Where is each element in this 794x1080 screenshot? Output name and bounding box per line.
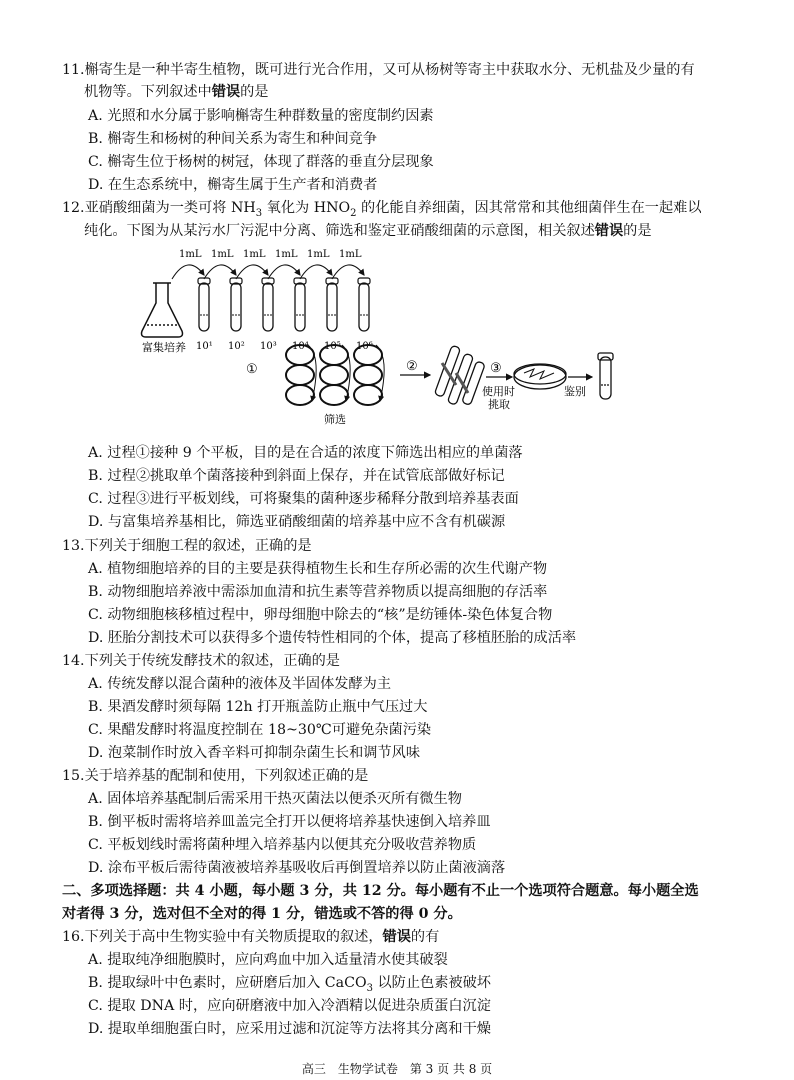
petri-plate xyxy=(354,365,382,385)
identify-label: 鉴别 xyxy=(564,385,586,398)
q13-stem: 13.下列关于细胞工程的叙述，正确的是 xyxy=(62,538,312,554)
q16-stem: 16.下列关于高中生物实验中有关物质提取的叙述，错误的有 xyxy=(62,929,440,945)
petri-plate xyxy=(320,365,348,385)
q11-option-d: D. 在生态系统中，槲寄生属于生产者和消费者 xyxy=(88,177,378,193)
transfer-arrow xyxy=(172,265,204,279)
transfer-arrow xyxy=(300,265,332,279)
isolation-diagram xyxy=(138,245,638,430)
transfer-arrow xyxy=(204,265,236,279)
step3-label-1: 使用时 xyxy=(482,385,515,398)
petri-plates xyxy=(286,345,384,405)
slant-tubes xyxy=(434,345,485,405)
q13-option-a: A. 植物细胞培养的目的主要是获得植物生长和生存所必需的次生代谢产物 xyxy=(88,561,548,577)
q14-option-b: B. 果酒发酵时须每隔 12h 打开瓶盖防止瓶中气压过大 xyxy=(88,699,428,715)
section2-heading-line1: 二、多项选择题：共 4 小题，每小题 3 分，共 12 分。每小题有不止一个选项符合题意。每小题全选 xyxy=(62,883,699,899)
dilution-tube xyxy=(326,278,338,331)
q11-stem-line1: 11.槲寄生是一种半寄生植物，既可进行光合作用，又可从杨树等寄主中获取水分、无机盐及少量的有 xyxy=(62,62,695,78)
dilution-label: 10³ xyxy=(260,341,277,352)
dilution-tube xyxy=(294,278,306,331)
dilution-label: 10² xyxy=(228,341,245,352)
transfer-volume-label: 1mL xyxy=(307,249,330,260)
q11-option-a: A. 光照和水分属于影响槲寄生种群数量的密度制约因素 xyxy=(88,108,434,124)
flask-label: 富集培养 xyxy=(142,341,186,354)
dilution-tube xyxy=(358,278,370,331)
transfer-arrow xyxy=(236,265,268,279)
q12-option-d: D. 与富集培养基相比，筛选亚硝酸细菌的培养基中应不含有机碳源 xyxy=(88,514,506,530)
q15-option-a: A. 固体培养基配制后需采用干热灭菌法以便杀灭所有微生物 xyxy=(88,791,462,807)
transfer-arrow xyxy=(268,265,300,279)
q13-option-d: D. 胚胎分割技术可以获得多个遗传特性相同的个体，提高了移植胚胎的成活率 xyxy=(88,630,577,646)
dilution-label: 10⁴ xyxy=(292,341,309,352)
screen-label: 筛选 xyxy=(324,413,346,426)
petri-plate xyxy=(286,365,314,385)
error-emphasis: 错误 xyxy=(211,84,241,100)
step3-marker: ③ xyxy=(490,361,502,376)
q12-stem-line1: 12.亚硝酸细菌为一类可将 $NH_3$ 氧化为 $HNO_2$ 的化能自养细菌，因其常常和其他细菌伴生在一起难以 xyxy=(62,200,702,219)
page-footer: 高三 生物学试卷 第 3 页 共 8 页 xyxy=(301,1062,493,1076)
transfer-volume-label: 1mL xyxy=(243,249,266,260)
transfer-volume-label: 1mL xyxy=(275,249,298,260)
transfer-arrow xyxy=(332,265,364,279)
q12-option-c: C. 过程③进行平板划线，可将聚集的菌种逐步稀释分散到培养基表面 xyxy=(88,491,519,507)
transfer-volume-label: 1mL xyxy=(179,249,202,260)
section2-heading-line2: 对者得 3 分，选对但不全对的得 1 分，错选或不答的得 0 分。 xyxy=(62,906,462,922)
q11-stem-line2: 机物等。下列叙述中错误的是 xyxy=(84,84,269,100)
q15-stem: 15.关于培养基的配制和使用，下列叙述正确的是 xyxy=(62,768,369,784)
dilution-tubes xyxy=(172,249,373,352)
q14-stem: 14.下列关于传统发酵技术的叙述，正确的是 xyxy=(62,653,340,669)
q16-option-d: D. 提取单细胞蛋白时，应采用过滤和沉淀等方法将其分离和干燥 xyxy=(88,1021,491,1037)
error-emphasis: 错误 xyxy=(382,929,411,945)
q16-option-a: A. 提取纯净细胞膜时，应向鸡血中加入适量清水使其破裂 xyxy=(88,952,448,968)
dilution-tube xyxy=(230,278,242,331)
q11-option-c: C. 槲寄生位于杨树的树冠，体现了群落的垂直分层现象 xyxy=(88,154,434,170)
q12-option-a: A. 过程①接种 9 个平板，目的是在合适的浓度下筛选出相应的单菌落 xyxy=(88,445,523,461)
enrichment-flask xyxy=(142,283,183,337)
q15-option-b: B. 倒平板时需将培养皿盖完全打开以便将培养基快速倒入培养皿 xyxy=(88,814,491,830)
inoculation-arrow xyxy=(342,345,350,401)
q11-option-b: B. 槲寄生和杨树的种间关系为寄生和种间竞争 xyxy=(88,131,378,147)
inoculation-arrow xyxy=(308,345,316,401)
q16-option-c: C. 提取 DNA 时，应向研磨液中加入冷酒精以促进杂质蛋白沉淀 xyxy=(88,998,491,1014)
error-emphasis: 错误 xyxy=(594,223,624,239)
petri-plate xyxy=(354,385,382,405)
q15-option-c: C. 平板划线时需将菌种埋入培养基内以便其充分吸收营养物质 xyxy=(88,837,477,853)
q14-option-c: C. 果醋发酵时将温度控制在 18~30℃可避免杂菌污染 xyxy=(88,722,432,738)
q16-option-b: B. 提取绿叶中色素时，应研磨后加入 CaCO$_3$ 以防止色素被破坏 xyxy=(88,975,491,994)
petri-plate xyxy=(286,385,314,405)
q15-option-d: D. 涂布平板后需待菌液被培养基吸收后再倒置培养以防止菌液滴落 xyxy=(88,860,506,876)
dilution-tube xyxy=(262,278,274,331)
identify-tube xyxy=(598,353,613,399)
q13-option-b: B. 动物细胞培养液中需添加血清和抗生素等营养物质以提高细胞的存活率 xyxy=(88,584,548,600)
q14-option-a: A. 传统发酵以混合菌种的液体及半固体发酵为主 xyxy=(88,676,392,692)
dilution-label: 10¹ xyxy=(196,341,213,352)
q12-option-b: B. 过程②挑取单个菌落接种到斜面上保存，并在试管底部做好标记 xyxy=(88,468,505,484)
q12-stem-line2: 纯化。下图为从某污水厂污泥中分离、筛选和鉴定亚硝酸细菌的示意图，相关叙述错误的是 xyxy=(84,223,652,239)
q14-option-d: D. 泡菜制作时放入香辛料可抑制杂菌生长和调节风味 xyxy=(88,745,421,761)
transfer-volume-label: 1mL xyxy=(211,249,234,260)
step1-marker: ① xyxy=(246,362,258,377)
dilution-label: 10⁵ xyxy=(324,341,341,352)
step2-marker: ② xyxy=(406,359,418,374)
step3-label-2: 挑取 xyxy=(488,398,510,411)
streak-plate xyxy=(514,364,566,389)
dilution-label: 10⁶ xyxy=(356,341,373,352)
transfer-volume-label: 1mL xyxy=(339,249,362,260)
petri-plate xyxy=(320,385,348,405)
dilution-tube xyxy=(198,278,210,331)
q13-option-c: C. 动物细胞核移植过程中，卵母细胞中除去的“核”是纺锤体-染色体复合物 xyxy=(88,607,553,623)
inoculation-arrow xyxy=(376,345,384,401)
